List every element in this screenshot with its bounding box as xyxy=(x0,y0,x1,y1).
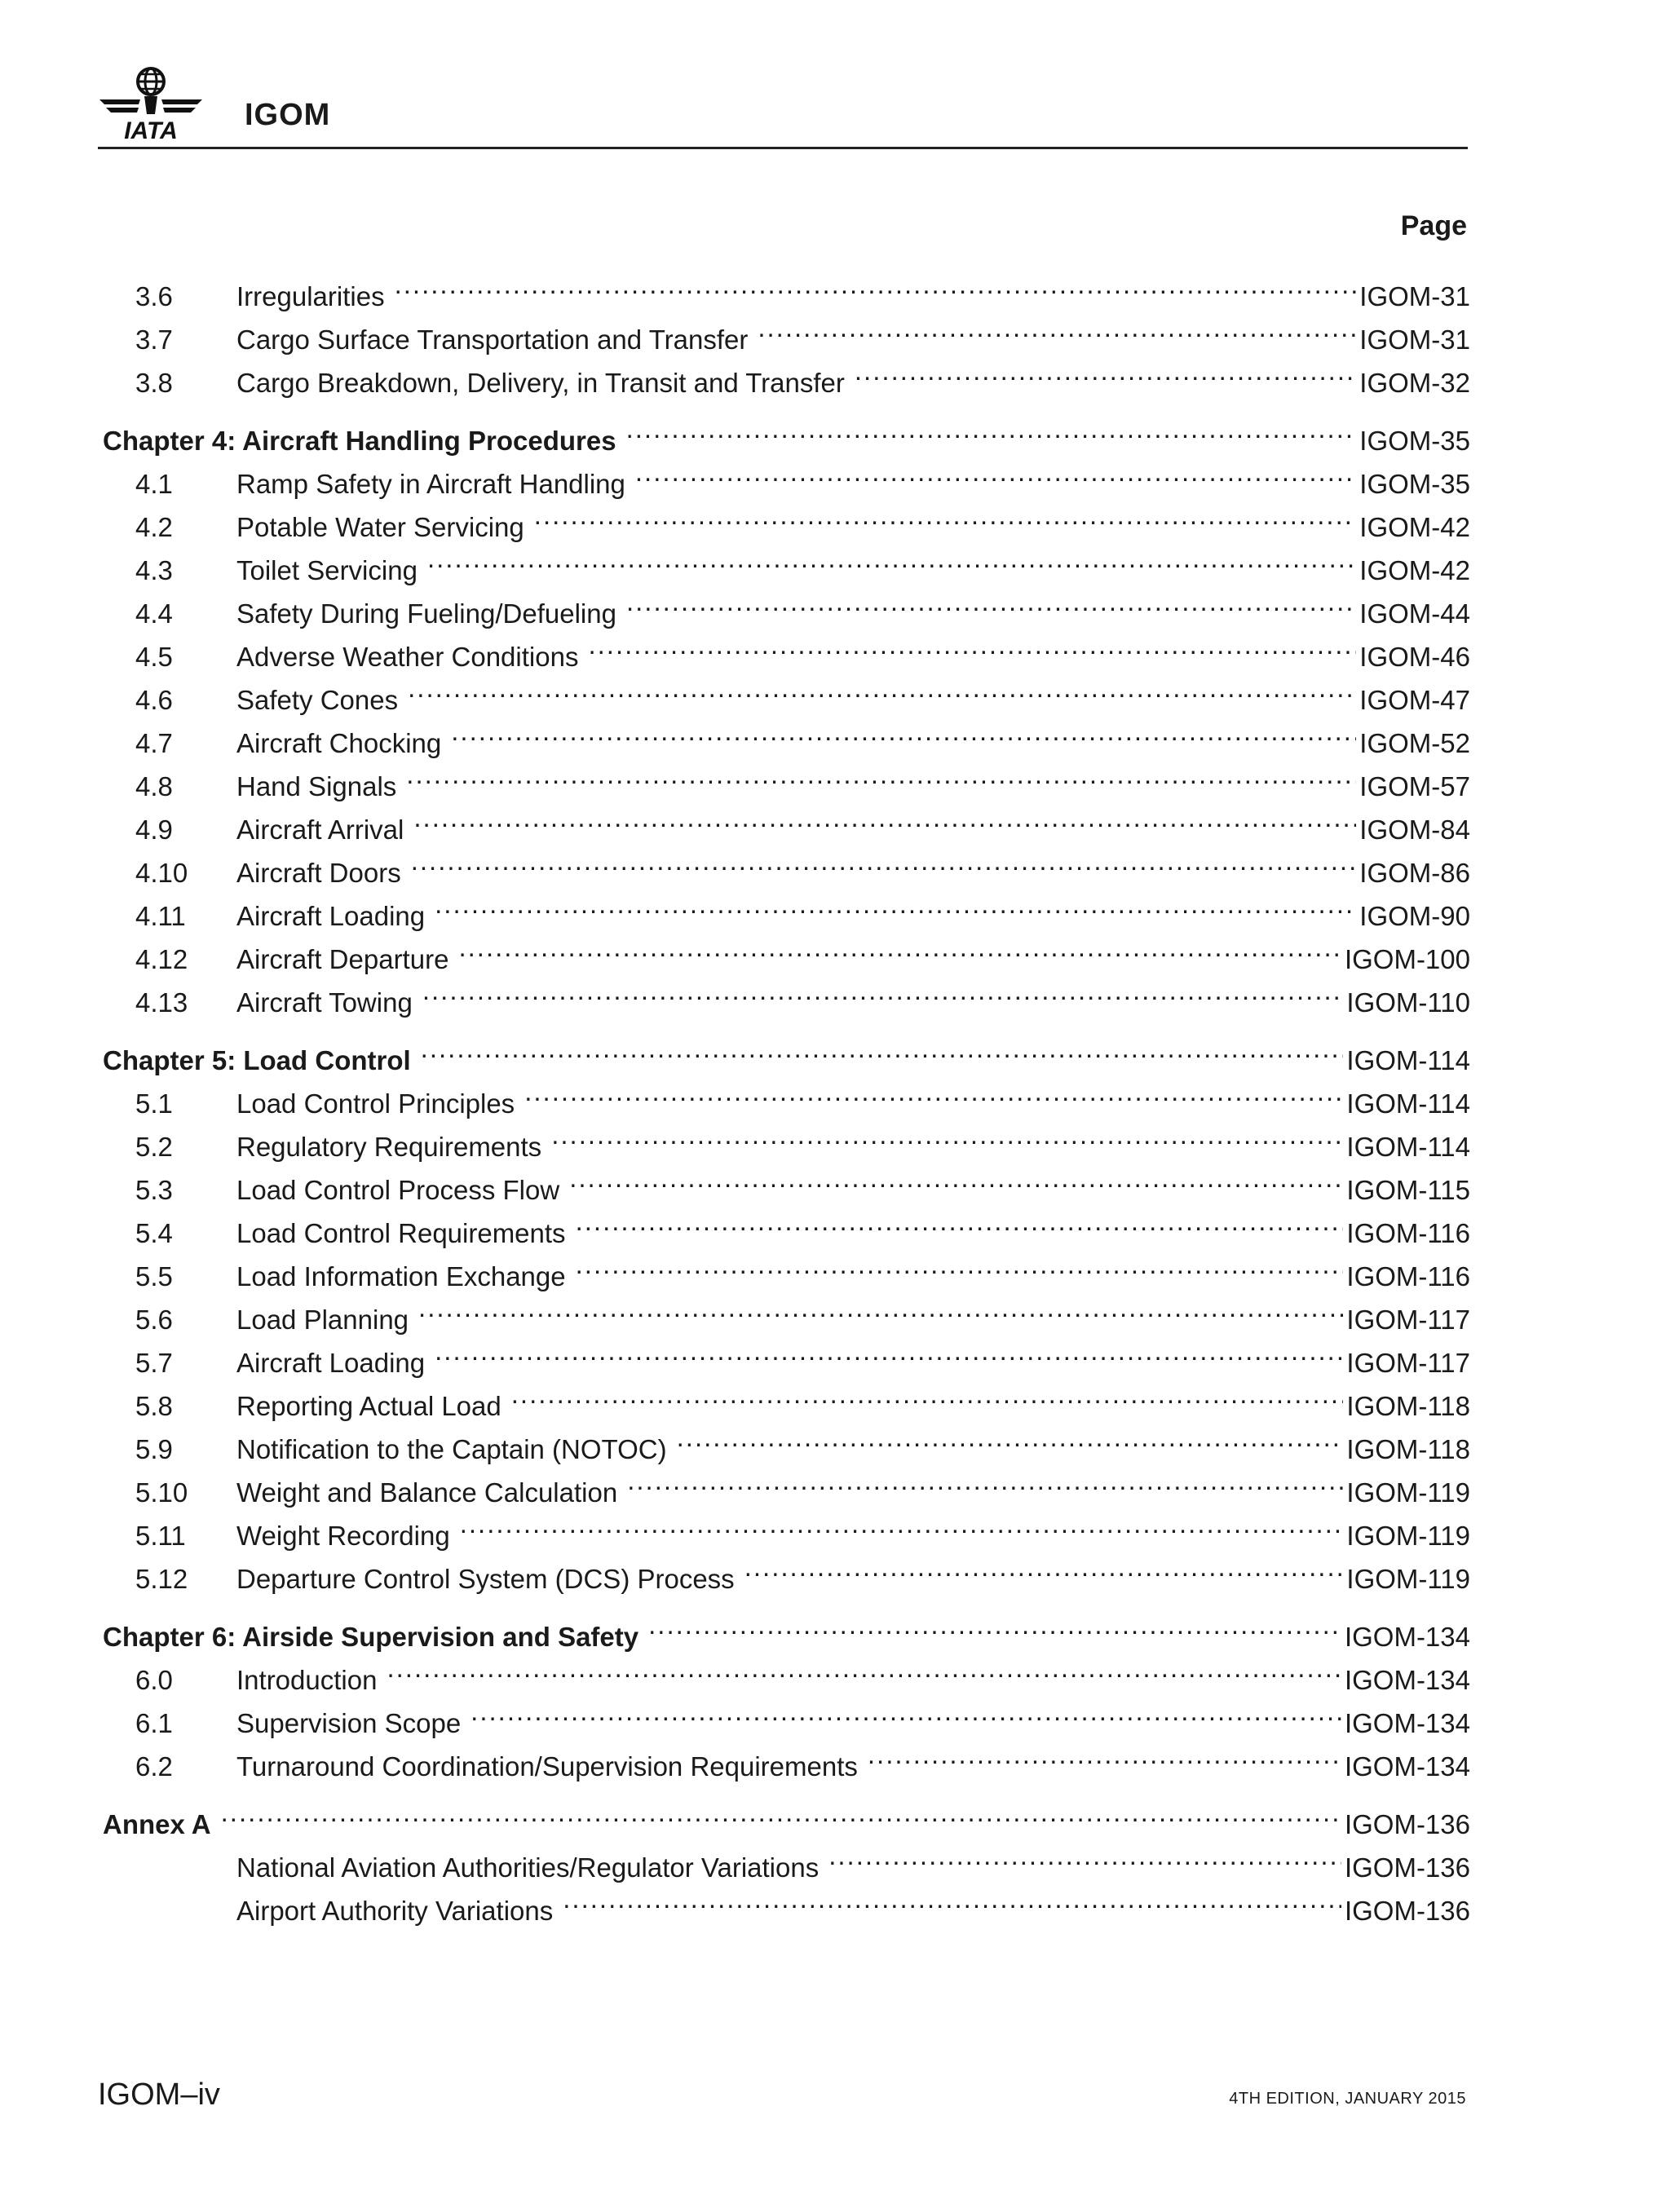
toc-page-reference: IGOM-134 xyxy=(1344,1708,1470,1738)
toc-section-number: 5.4 xyxy=(135,1218,173,1248)
toc-section-number: 4.13 xyxy=(135,987,188,1018)
toc-section-row[interactable] xyxy=(103,263,1470,311)
toc-section-number: 5.10 xyxy=(135,1477,188,1508)
toc-entry-title: Aircraft Doors xyxy=(236,858,401,888)
toc-entry-title: Hand Signals xyxy=(236,771,397,801)
toc-section-number: 4.3 xyxy=(135,555,173,585)
dot-leader xyxy=(534,493,1357,536)
dot-leader xyxy=(458,925,1341,969)
toc-entry-title: Potable Water Servicing xyxy=(236,512,524,542)
toc-entry-title: Chapter 5: Load Control xyxy=(103,1045,411,1075)
toc-entry-title: Notification to the Captain (NOTOC) xyxy=(236,1434,667,1464)
toc-page-reference: IGOM-35 xyxy=(1359,469,1470,499)
toc-entry-title: National Aviation Authorities/Regulator Variations xyxy=(236,1852,820,1883)
dot-leader xyxy=(411,839,1357,882)
dot-leader xyxy=(576,1199,1344,1243)
dot-leader xyxy=(451,709,1356,753)
dot-leader xyxy=(421,1027,1344,1070)
toc-page-reference: IGOM-114 xyxy=(1346,1132,1470,1162)
toc-page-reference: IGOM-136 xyxy=(1344,1809,1470,1839)
dot-leader xyxy=(855,349,1356,392)
toc-entry-title: Load Control Requirements xyxy=(236,1218,566,1248)
toc-page-reference: IGOM-115 xyxy=(1346,1175,1470,1205)
toc-section-number: 4.2 xyxy=(135,512,173,542)
toc-section-number: 3.6 xyxy=(135,281,173,311)
toc-page-reference: IGOM-42 xyxy=(1359,555,1470,585)
toc-entry-title: Load Planning xyxy=(236,1305,409,1335)
logo-text: IATA xyxy=(124,117,178,144)
toc-entry-title: Chapter 6: Airside Supervision and Safety xyxy=(103,1622,639,1652)
toc-page-reference: IGOM-32 xyxy=(1359,368,1470,398)
toc-entry-title: Aircraft Departure xyxy=(236,944,449,974)
toc-entry-title: Chapter 4: Aircraft Handling Procedures xyxy=(103,426,616,456)
toc-page-reference: IGOM-134 xyxy=(1344,1665,1470,1695)
toc-entry-title: Toilet Servicing xyxy=(236,555,418,585)
iata-logo xyxy=(98,64,204,145)
toc-entry-title: Reporting Actual Load xyxy=(236,1391,501,1421)
toc-entry-title: Load Information Exchange xyxy=(236,1261,566,1291)
toc-section-number: 5.8 xyxy=(135,1391,173,1421)
toc-entry-title: Aircraft Loading xyxy=(236,1348,426,1378)
toc-section-number: 4.7 xyxy=(135,728,173,758)
toc-entry-title: Supervision Scope xyxy=(236,1708,462,1738)
toc-section-number: 4.11 xyxy=(135,901,186,931)
toc-section-number: 3.7 xyxy=(135,325,173,355)
toc-entry-title: Load Control Process Flow xyxy=(236,1175,560,1205)
toc-page-reference: IGOM-42 xyxy=(1359,512,1470,542)
toc-page-reference: IGOM-31 xyxy=(1359,281,1470,311)
dot-leader xyxy=(677,1415,1344,1459)
toc-entry-title: Regulatory Requirements xyxy=(236,1132,542,1162)
dot-leader xyxy=(408,666,1356,709)
toc-entry-title: Aircraft Arrival xyxy=(236,815,404,845)
toc-section-number: 3.8 xyxy=(135,368,173,398)
toc-section-number: 4.12 xyxy=(135,944,188,974)
toc-entry-title: Weight Recording xyxy=(236,1521,450,1551)
toc-page-reference: IGOM-119 xyxy=(1346,1564,1470,1594)
toc-page-reference: IGOM-118 xyxy=(1346,1391,1470,1421)
toc-page-reference: IGOM-117 xyxy=(1346,1305,1470,1335)
toc-page-reference: IGOM-134 xyxy=(1344,1622,1470,1652)
dot-leader xyxy=(418,1286,1343,1329)
toc-chapter-row[interactable] xyxy=(103,1603,1470,1652)
toc-page-reference: IGOM-117 xyxy=(1346,1348,1470,1378)
toc-chapter-row[interactable] xyxy=(103,1027,1470,1075)
toc-section-number: 5.12 xyxy=(135,1564,188,1594)
toc-page-reference: IGOM-31 xyxy=(1359,325,1470,355)
toc-page-reference: IGOM-114 xyxy=(1346,1088,1470,1119)
toc-section-number: 4.1 xyxy=(135,469,173,499)
toc-entry-title: Annex A xyxy=(103,1809,211,1839)
toc-entry-title: Aircraft Towing xyxy=(236,987,413,1018)
table-of-contents xyxy=(103,263,1470,1926)
toc-entry-title: Irregularities xyxy=(236,281,385,311)
toc-page-reference: IGOM-90 xyxy=(1359,901,1470,931)
toc-page-reference: IGOM-86 xyxy=(1359,858,1470,888)
toc-entry-title: Cargo Surface Transportation and Transfer xyxy=(236,325,749,355)
dot-leader xyxy=(511,1372,1344,1415)
toc-page-reference: IGOM-84 xyxy=(1359,815,1470,845)
toc-page-reference: IGOM-57 xyxy=(1359,771,1470,801)
dot-leader xyxy=(627,1459,1343,1502)
toc-section-number: 5.3 xyxy=(135,1175,173,1205)
dot-leader xyxy=(460,1502,1344,1545)
dot-leader xyxy=(427,536,1356,580)
toc-section-number: 5.11 xyxy=(135,1521,186,1551)
dot-leader xyxy=(626,580,1356,623)
toc-page-reference: IGOM-44 xyxy=(1359,598,1470,629)
dot-leader xyxy=(395,263,1357,306)
toc-section-number: 5.5 xyxy=(135,1261,173,1291)
toc-entry-title: Safety Cones xyxy=(236,685,399,715)
toc-entry-title: Turnaround Coordination/Supervision Requirements xyxy=(236,1751,858,1782)
toc-page-reference: IGOM-100 xyxy=(1344,944,1470,974)
dot-leader xyxy=(563,1877,1341,1920)
toc-entry-title: Cargo Breakdown, Delivery, in Transit and Transfer xyxy=(236,368,845,398)
toc-section-number: 6.0 xyxy=(135,1665,173,1695)
edition-note: 4TH EDITION, JANUARY 2015 xyxy=(1229,2090,1466,2108)
dot-leader xyxy=(387,1646,1341,1689)
toc-entry-title: Weight and Balance Calculation xyxy=(236,1477,618,1508)
toc-page-reference: IGOM-46 xyxy=(1359,642,1470,672)
toc-section-number: 4.4 xyxy=(135,598,173,629)
toc-page-reference: IGOM-114 xyxy=(1346,1045,1470,1075)
toc-page-reference: IGOM-52 xyxy=(1359,728,1470,758)
dot-leader xyxy=(435,1329,1343,1372)
toc-page-reference: IGOM-35 xyxy=(1359,426,1470,456)
toc-entry-title: Airport Authority Variations xyxy=(236,1896,554,1926)
toc-entry-title: Departure Control System (DCS) Process xyxy=(236,1564,735,1594)
toc-chapter-row[interactable] xyxy=(103,1790,1470,1839)
toc-entry-title: Adverse Weather Conditions xyxy=(236,642,579,672)
toc-page-reference: IGOM-116 xyxy=(1346,1261,1470,1291)
toc-section-number: 4.8 xyxy=(135,771,173,801)
dot-leader xyxy=(569,1156,1343,1199)
toc-page-reference: IGOM-116 xyxy=(1346,1218,1470,1248)
dot-leader xyxy=(758,306,1356,349)
toc-page-reference: IGOM-110 xyxy=(1346,987,1470,1018)
page-column-heading: Page xyxy=(1400,210,1467,241)
toc-section-number: 6.1 xyxy=(135,1708,173,1738)
toc-entry-title: Aircraft Chocking xyxy=(236,728,442,758)
document-title: IGOM xyxy=(245,98,331,132)
dot-leader xyxy=(588,623,1356,666)
dot-leader xyxy=(413,796,1356,839)
toc-chapter-row[interactable] xyxy=(103,407,1470,456)
dot-leader xyxy=(828,1834,1341,1877)
dot-leader xyxy=(626,407,1357,450)
dot-leader xyxy=(435,882,1356,925)
toc-section-number: 4.5 xyxy=(135,642,173,672)
dot-leader xyxy=(221,1790,1341,1834)
dot-leader xyxy=(551,1113,1343,1156)
toc-page-reference: IGOM-47 xyxy=(1359,685,1470,715)
toc-section-number: 5.2 xyxy=(135,1132,173,1162)
toc-page-reference: IGOM-134 xyxy=(1344,1751,1470,1782)
dot-leader xyxy=(576,1243,1344,1286)
toc-page-reference: IGOM-118 xyxy=(1346,1434,1470,1464)
toc-page-reference: IGOM-119 xyxy=(1346,1521,1470,1551)
toc-section-row[interactable] xyxy=(103,1834,1470,1883)
toc-page-reference: IGOM-119 xyxy=(1346,1477,1470,1508)
toc-section-number: 5.7 xyxy=(135,1348,173,1378)
dot-leader xyxy=(406,753,1356,796)
page-number: IGOM–iv xyxy=(98,2077,220,2112)
toc-entry-title: Safety During Fueling/Defueling xyxy=(236,598,616,629)
page-header xyxy=(98,57,1468,149)
dot-leader xyxy=(471,1689,1341,1733)
dot-leader xyxy=(868,1733,1341,1776)
toc-section-number: 4.10 xyxy=(135,858,188,888)
dot-leader xyxy=(635,450,1356,493)
toc-section-number: 4.9 xyxy=(135,815,173,845)
toc-section-number: 5.6 xyxy=(135,1305,173,1335)
dot-leader xyxy=(524,1070,1343,1113)
toc-page-reference: IGOM-136 xyxy=(1344,1896,1470,1926)
toc-entry-title: Load Control Principles xyxy=(236,1088,515,1119)
toc-entry-title: Ramp Safety in Aircraft Handling xyxy=(236,469,625,499)
toc-entry-title: Introduction xyxy=(236,1665,378,1695)
toc-section-number: 5.9 xyxy=(135,1434,173,1464)
dot-leader xyxy=(648,1603,1341,1646)
toc-section-number: 4.6 xyxy=(135,685,173,715)
toc-entry-title: Aircraft Loading xyxy=(236,901,426,931)
dot-leader xyxy=(422,969,1344,1012)
toc-section-number: 5.1 xyxy=(135,1088,173,1119)
toc-section-number: 6.2 xyxy=(135,1751,173,1782)
dot-leader xyxy=(744,1545,1344,1588)
toc-page-reference: IGOM-136 xyxy=(1344,1852,1470,1883)
